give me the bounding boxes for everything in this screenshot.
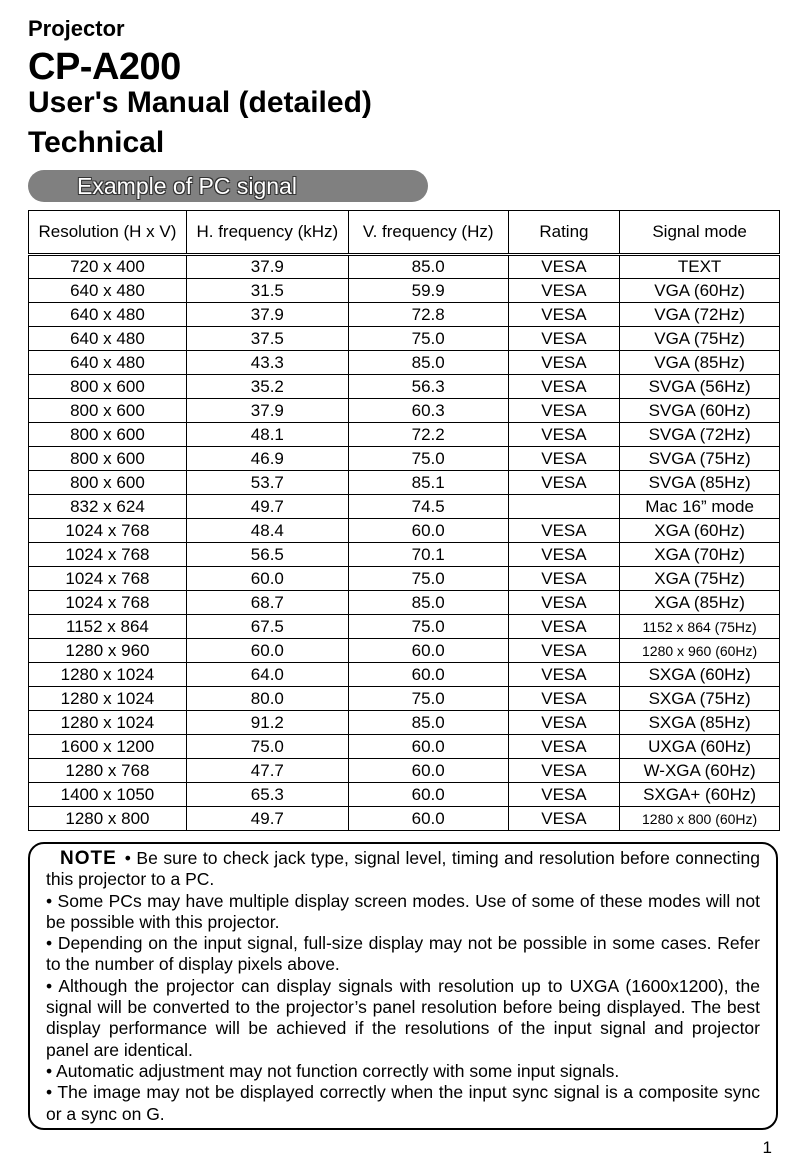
table-row [29,423,780,447]
table-row [29,375,780,399]
cell-signal-mode: Mac 16” mode [620,495,780,519]
cell-h-frequency: 47.7 [186,759,348,783]
note-item: • The image may not be displayed correctly when the input sync signal is a composite sync or a sync on G. [46,1082,760,1124]
cell-h-frequency: 75.0 [186,735,348,759]
column-header-resolution: Resolution (H x V) [29,211,187,255]
cell-v-frequency: 75.0 [348,447,508,471]
cell-resolution: 1400 x 1050 [29,783,187,807]
table-row [29,327,780,351]
cell-h-frequency: 60.0 [186,567,348,591]
note-item [46,848,760,891]
column-header-signal-mode: Signal mode [620,211,780,255]
cell-resolution: 1280 x 800 [29,807,187,831]
table-row [29,783,780,807]
table-row [29,399,780,423]
table-row [29,663,780,687]
table-row [29,471,780,495]
cell-h-frequency: 37.9 [186,255,348,279]
table-row [29,615,780,639]
cell-h-frequency: 48.1 [186,423,348,447]
note-item: • Automatic adjustment may not function correctly with some input signals. [46,1060,620,1081]
cell-v-frequency: 75.0 [348,327,508,351]
cell-v-frequency: 72.2 [348,423,508,447]
cell-resolution: 1280 x 1024 [29,711,187,735]
cell-h-frequency: 60.0 [186,639,348,663]
table-row [29,279,780,303]
cell-v-frequency: 72.8 [348,303,508,327]
cell-rating: VESA [508,711,620,735]
cell-rating: VESA [508,663,620,687]
cell-v-frequency: 60.0 [348,783,508,807]
cell-h-frequency: 91.2 [186,711,348,735]
cell-signal-mode: SVGA (85Hz) [620,471,780,495]
table-row [29,711,780,735]
table-row [29,351,780,375]
cell-resolution: 1152 x 864 [29,615,187,639]
cell-resolution: 1280 x 1024 [29,687,187,711]
note-box [28,842,778,1130]
cell-resolution: 640 x 480 [29,303,187,327]
cell-h-frequency: 68.7 [186,591,348,615]
table-row [29,495,780,519]
note-text: • Be sure to check jack type, signal level, timing and resolution before connecting this projector to a PC. [46,848,760,890]
cell-resolution: 640 x 480 [29,327,187,351]
cell-h-frequency: 80.0 [186,687,348,711]
cell-resolution: 800 x 600 [29,399,187,423]
cell-h-frequency: 65.3 [186,783,348,807]
cell-v-frequency: 60.0 [348,735,508,759]
table-row [29,543,780,567]
cell-rating: VESA [508,471,620,495]
cell-h-frequency: 67.5 [186,615,348,639]
cell-resolution: 800 x 600 [29,423,187,447]
cell-signal-mode: SXGA+ (60Hz) [620,783,780,807]
cell-signal-mode: 1280 x 960 (60Hz) [620,639,780,663]
note-item: • Some PCs may have multiple display screen modes. Use of some of these modes will not be possible with this projector. [46,890,760,932]
cell-signal-mode: SXGA (75Hz) [620,687,780,711]
cell-h-frequency: 37.9 [186,303,348,327]
cell-signal-mode: XGA (60Hz) [620,519,780,543]
section-title: Example of PC signal [77,173,297,199]
column-header-rating: Rating [508,211,620,255]
cell-v-frequency: 74.5 [348,495,508,519]
cell-h-frequency: 49.7 [186,807,348,831]
cell-rating: VESA [508,327,620,351]
cell-signal-mode: SVGA (60Hz) [620,399,780,423]
cell-v-frequency: 60.0 [348,663,508,687]
cell-v-frequency: 85.0 [348,591,508,615]
cell-resolution: 1280 x 960 [29,639,187,663]
note-item: • Although the projector can display signals with resolution up to UXGA (1600x1200), the signal will be converted to the projector’s panel resolution before being displayed. The best display performance will be achieved if the resolutions of the input signal and projector panel are identical. [46,975,760,1060]
cell-resolution: 720 x 400 [29,255,187,279]
cell-v-frequency: 85.0 [348,711,508,735]
cell-signal-mode: SXGA (85Hz) [620,711,780,735]
cell-rating [508,495,620,519]
table-row [29,591,780,615]
cell-rating: VESA [508,591,620,615]
table-row [29,687,780,711]
cell-h-frequency: 64.0 [186,663,348,687]
cell-resolution: 1024 x 768 [29,591,187,615]
table-row [29,807,780,831]
cell-v-frequency: 70.1 [348,543,508,567]
cell-h-frequency: 37.5 [186,327,348,351]
cell-rating: VESA [508,687,620,711]
cell-signal-mode: SVGA (72Hz) [620,423,780,447]
cell-h-frequency: 53.7 [186,471,348,495]
cell-resolution: 1024 x 768 [29,519,187,543]
cell-rating: VESA [508,543,620,567]
product-label: Projector [28,16,125,41]
section-title-banner [28,170,428,202]
table-row [29,303,780,327]
cell-rating: VESA [508,567,620,591]
cell-signal-mode: VGA (75Hz) [620,327,780,351]
column-header-v-frequency: V. frequency (Hz) [348,211,508,255]
pc-signal-table [28,210,780,831]
table-row [29,639,780,663]
cell-v-frequency: 60.0 [348,519,508,543]
cell-signal-mode: SVGA (75Hz) [620,447,780,471]
cell-rating: VESA [508,807,620,831]
cell-signal-mode: UXGA (60Hz) [620,735,780,759]
cell-resolution: 1280 x 768 [29,759,187,783]
cell-rating: VESA [508,447,620,471]
cell-v-frequency: 85.1 [348,471,508,495]
cell-h-frequency: 46.9 [186,447,348,471]
cell-h-frequency: 43.3 [186,351,348,375]
cell-rating: VESA [508,279,620,303]
cell-rating: VESA [508,375,620,399]
cell-h-frequency: 49.7 [186,495,348,519]
cell-rating: VESA [508,783,620,807]
cell-signal-mode: SVGA (56Hz) [620,375,780,399]
table-row [29,255,780,279]
cell-v-frequency: 60.3 [348,399,508,423]
cell-rating: VESA [508,351,620,375]
cell-rating: VESA [508,735,620,759]
cell-resolution: 1024 x 768 [29,543,187,567]
cell-signal-mode: XGA (85Hz) [620,591,780,615]
cell-v-frequency: 75.0 [348,615,508,639]
cell-h-frequency: 37.9 [186,399,348,423]
cell-signal-mode: TEXT [620,255,780,279]
table-row [29,759,780,783]
cell-v-frequency: 85.0 [348,351,508,375]
cell-signal-mode: VGA (60Hz) [620,279,780,303]
cell-rating: VESA [508,519,620,543]
cell-signal-mode: XGA (75Hz) [620,567,780,591]
cell-h-frequency: 31.5 [186,279,348,303]
cell-v-frequency: 60.0 [348,759,508,783]
cell-rating: VESA [508,255,620,279]
cell-h-frequency: 35.2 [186,375,348,399]
cell-rating: VESA [508,639,620,663]
cell-resolution: 1600 x 1200 [29,735,187,759]
cell-signal-mode: VGA (85Hz) [620,351,780,375]
table-row [29,447,780,471]
note-item: • Depending on the input signal, full-size display may not be possible in some cases. Refer to the number of display pixels above. [46,933,760,975]
cell-signal-mode: SXGA (60Hz) [620,663,780,687]
cell-signal-mode: 1280 x 800 (60Hz) [620,807,780,831]
cell-v-frequency: 75.0 [348,567,508,591]
table-body [29,255,780,831]
cell-resolution: 640 x 480 [29,279,187,303]
cell-h-frequency: 48.4 [186,519,348,543]
cell-v-frequency: 59.9 [348,279,508,303]
cell-resolution: 800 x 600 [29,447,187,471]
page-number: 1 [762,1138,772,1157]
column-header-h-frequency: H. frequency (kHz) [186,211,348,255]
table-row [29,735,780,759]
cell-resolution: 1024 x 768 [29,567,187,591]
cell-resolution: 1280 x 1024 [29,663,187,687]
section-heading: Technical [28,126,165,159]
cell-signal-mode: 1152 x 864 (75Hz) [620,615,780,639]
note-label: NOTE [60,848,117,869]
cell-rating: VESA [508,399,620,423]
cell-signal-mode: VGA (72Hz) [620,303,780,327]
cell-rating: VESA [508,303,620,327]
cell-resolution: 640 x 480 [29,351,187,375]
cell-v-frequency: 75.0 [348,687,508,711]
cell-resolution: 832 x 624 [29,495,187,519]
model-title: CP-A200 [28,46,181,88]
cell-v-frequency: 85.0 [348,255,508,279]
cell-signal-mode: XGA (70Hz) [620,543,780,567]
manual-title: User's Manual (detailed) [28,86,372,119]
cell-rating: VESA [508,615,620,639]
cell-v-frequency: 60.0 [348,639,508,663]
cell-resolution: 800 x 600 [29,375,187,399]
cell-v-frequency: 56.3 [348,375,508,399]
cell-rating: VESA [508,759,620,783]
cell-h-frequency: 56.5 [186,543,348,567]
table-row [29,519,780,543]
cell-resolution: 800 x 600 [29,471,187,495]
table-header-row [29,211,780,255]
cell-v-frequency: 60.0 [348,807,508,831]
table-row [29,567,780,591]
cell-rating: VESA [508,423,620,447]
cell-signal-mode: W-XGA (60Hz) [620,759,780,783]
